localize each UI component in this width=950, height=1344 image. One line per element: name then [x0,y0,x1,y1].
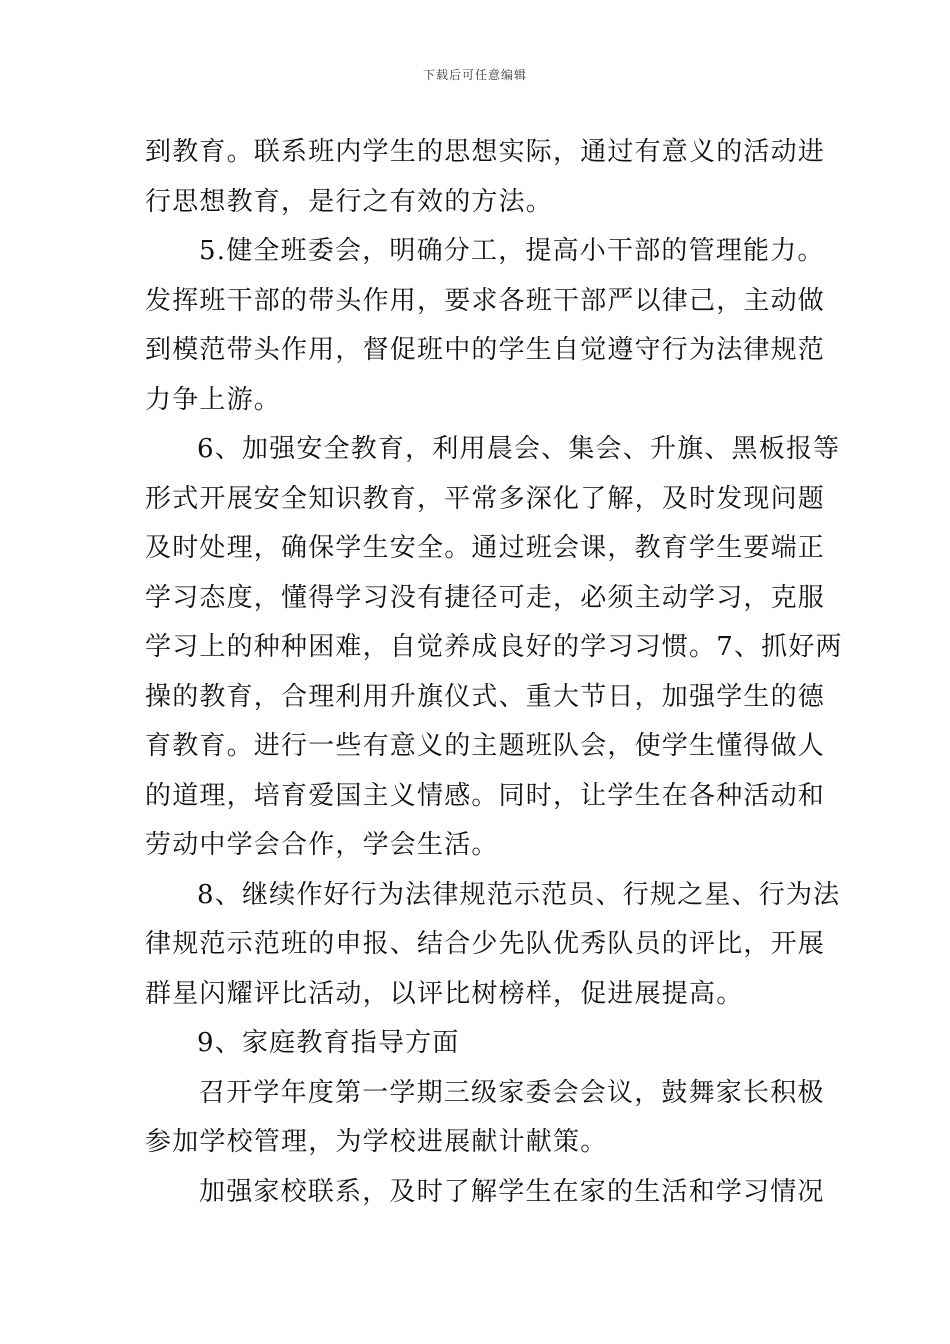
text-line: 到模范带头作用，督促班中的学生自觉遵守行为法律规范 [145,335,826,365]
text-line: 的道理，培育爱国主义情感。同时，让学生在各种活动和 [145,780,826,811]
text-line: 劳动中学会合作，学会生活。 [145,830,499,860]
text-line: 发挥班干部的带头作用，要求各班干部严以律己，主动做 [145,285,826,316]
text-line: 学习态度，懂得学习没有捷径可走，必须主动学习，克服 [145,582,826,613]
text-line: 9、家庭教育指导方面 [197,1028,460,1058]
text-line: 参加学校管理，为学校进展献计献策。 [145,1127,608,1157]
page-header: 下载后可任意编辑 [422,68,527,82]
text-line: 6、加强安全教育，利用晨会、集会、升旗、黑板报等 [197,434,841,464]
text-line: 力争上游。 [145,384,282,415]
text-line: 律规范示范班的申报、结合少先队优秀队员的评比，开展 [145,929,826,959]
text-line: 到教育。联系班内学生的思想实际，通过有意义的活动进 [145,137,826,167]
text-line: 群星闪耀评比活动，以评比树榜样，促进展提高。 [145,978,744,1009]
document-body [145,128,843,1217]
text-line: 5.健全班委会，明确分工，提高小干部的管理能力。 [199,236,825,266]
text-line: 育教育。进行一些有意义的主题班队会，使学生懂得做人 [145,731,826,761]
text-line: 8、继续作好行为法律规范示范员、行规之星、行为法 [197,879,841,910]
text-line: 学习上的种种困难，自觉养成良好的学习习惯。7、抓好两 [145,632,843,662]
text-line: 形式开展安全知识教育，平常多深化了解，及时发现问题 [145,483,826,514]
text-line: 操的教育，合理利用升旗仪式、重大节日，加强学生的德 [145,681,826,712]
text-line: 召开学年度第一学期三级家委会会议，鼓舞家长积极 [199,1077,825,1108]
text-line: 及时处理，确保学生安全。通过班会课，教育学生要端正 [145,533,826,563]
text-line: 加强家校联系，及时了解学生在家的生活和学习情况 [199,1176,825,1207]
text-line: 行思想教育，是行之有效的方法。 [145,186,554,217]
